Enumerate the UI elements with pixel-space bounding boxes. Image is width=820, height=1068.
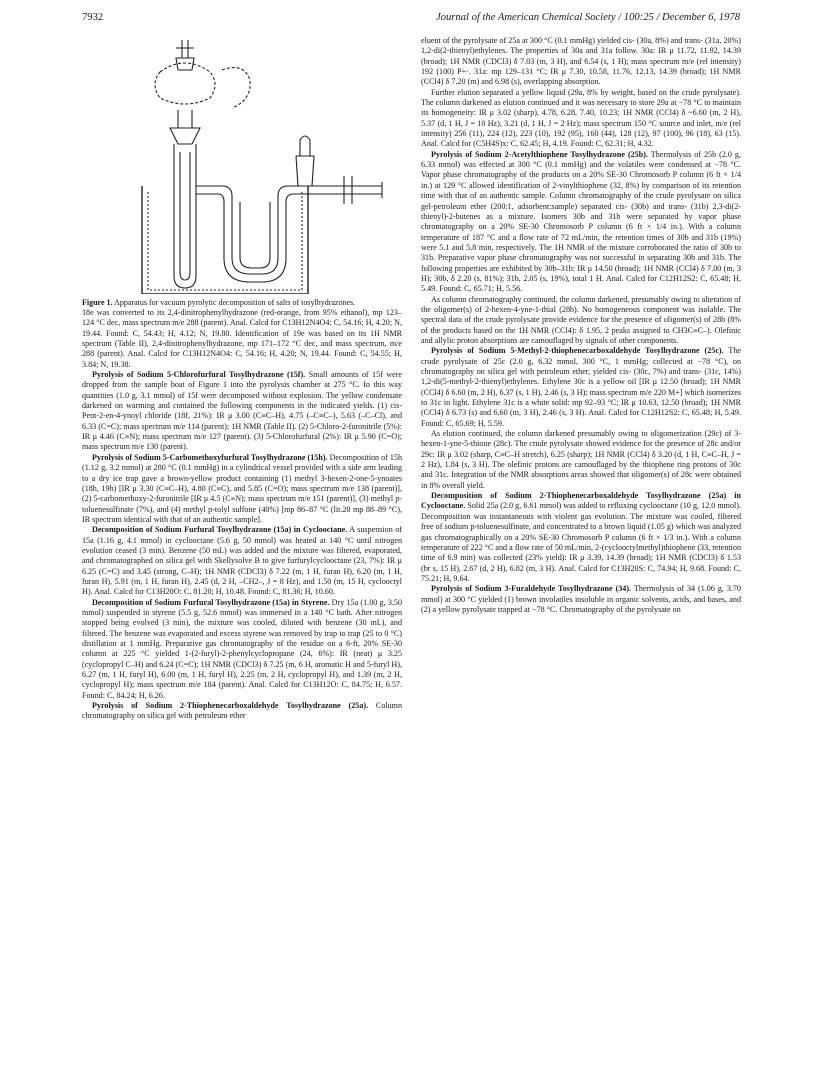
section-heading: Decomposition of Sodium Furfural Tosylhydrazone (15a) in Cyclooctane. bbox=[92, 525, 348, 535]
journal-citation: Journal of the American Chemical Society / 100:25 / December 6, 1978 bbox=[435, 12, 740, 23]
paragraph-text: As column chromatography continued, the column darkened, presumably owing to alteration of the oligomer(s) of 2-hexen-4-yne-1-thial (28b). No homogeneous component was isolable. The spectral data of the crude pyrolysate provide evidence for the presence of oligomer(s) of 28b (8% of the products based on the 1H NMR (CCl4): δ 1.95, 2 peaks assigned to CH3C≡C–). Olefinic and allylic proton absorptions are camouflaged by signals of other components. bbox=[421, 294, 741, 345]
page-header bbox=[82, 12, 740, 26]
figure-label: Figure 1. bbox=[82, 298, 113, 307]
section-heading: Pyrolysis of Sodium 3-Furaldehyde Tosylhydrazone (34). bbox=[431, 584, 632, 594]
paragraph-text: As elution continued, the column darkened presumably owing to oligomerization (29c) of 3-hexen-1-yne-5-thione (28c). The crude pyrolysate showed evidence for the presence of 28c and/or 29c: IR μ 3.02 (sharp, C≡C–H stretch), 6.25 (sharp); 1H NMR (CCl4) δ 3.20 (d, 1 H, C≡C–H, J = 2 Hz), 1.84 (s, 3 H). The olefinic protons are camouflaged by the thiophene ring protons of 30c and 31c. Integration of the NMR absorptions areas showed that oligomer(s) of 28c were obtained in 8% overall yield. bbox=[421, 429, 741, 490]
paragraph bbox=[421, 150, 741, 295]
paragraph-text: Dry 15a (1.00 g, 3.50 mmol) suspended in styrene (5.5 g, 52.6 mmol) was immersed in a 140 °C bath. After nitrogen stopped being evolved (3 min), the mixture was cooled, diluted with benzene (30 mL), and filtered. The benzene was evaporated and excess styrene was removed by trap to trap (25 to 0 °C) distillation at 1 mmHg. Preparative gas chromatography of the residue on a 6-ft, 20% SE-30 column at 225 °C yielded 1-(2-furyl)-2-phenylcyclopropane (24, 6%): IR (neat) μ 3.25 (cyclopropyl C–H) and 6.24 (C=C); 1H NMR (CDCl3) δ 7.25 (m, 6 H, aromatic H and 5-furyl H), 6.27 (m, 1 H, furyl H), 6.00 (m, 1 H, furyl H), 2.25 (m, 2 H, cyclopropyl H), and 1.39 (m, 2 H, cyclopropyl H); mass spectrum m/e 184 (parent). Anal. Calcd for C13H12O: C, 84.75; H, 6.57. Found: C, 84.24; H, 6.26. bbox=[82, 597, 402, 700]
paragraph-text: Solid 25a (2.0 g, 6.61 mmol) was added to refluxing cyclooctane (10 g, 12.0 mmol). Decomposition was instantaneous with violent gas evolution. The mixture was cooled, filtered free of sodium p-toluenesulfinate, and concentrated to a brown liquid (1.05 g) which was analyzed gas chromatographically on a 20% SE-30 Chromosorb P column (6 ft × 1/3 in.). With a column temperature of 222 °C and a flow rate of 50 mL/min, 2-(cyclooctylmethyl)thiophene (33, retention time of 6.9 min) was collected (23% yield): IR μ 3.39, 14.39 (broad); 1H NMR (CDCl3) δ 1.53 (br s, 15 H), 2.67 (d, 2 H), 6.82 (m, 3 H). Anal. Calcd for C13H20S: C, 74.94; H, 9.68. Found: C, 75.21; H, 9.64. bbox=[421, 501, 741, 583]
paragraph bbox=[82, 598, 402, 701]
section-heading: Pyrolysis of Sodium 5-Carbomethoxyfurfural Tosylhydrazone (15h). bbox=[92, 452, 328, 462]
paragraph bbox=[421, 88, 741, 150]
paragraph-text: Thermolysis of 25b (2.0 g, 6.33 mmol) was effected at 300 °C (0.1 mmHg) and the volatiles were condensed at −78 °C. Vapor phase chromatography of the products on a 20% SE-30 Chromosorb P column (6 ft × 1/4 in.) at 129 °C allowed identification of 2-vinylthiophene (32, 8%) by comparison of its retention time with that of an authentic sample. Column chromatography of the crude pyrolysate on silica gel-petroleum ether (200:1, adsorbent:sample) separated cis- (30b) and trans- (31b) 2,3-di(2-thienyl)-2-butenes as a mixture. Isomers 30b and 31b were separated by vapor phase chromatography on a 20% SE-30 Chromosorb P column (6 ft × 1/4 in.). With a column temperature of 187 °C and a flow rate of 72 mL/min, the retention times of 30b and 31b (19%) were 5.1 and 5.8 min, respectively. The 1H NMR of the mixture corroborated the ratio of 30b to 31b. Preparative vapor phase chromatography was not successful in separating 30b and 31b. The following properties are exhibited by 30b–31b: IR μ 14.50 (broad); 1H NMR (CCl4) δ 7.00 (m, 3 H); 30b, δ 2.20 (s, 81%); 31b, 2.05 (s, 19%), total 1 H. Anal. Calcd for C12H12S2: C, 65.48; H, 5.49. Found: C, 65.71; H, 5.56. bbox=[421, 149, 741, 294]
paragraph bbox=[421, 36, 741, 88]
paragraph-text: Small amounts of 15f were dropped from the sample boat of Figure 1 into the pyrolysis chamber at 275 °C. In this way quantities (1.0 g, 3.1 mmol) of 15f were decomposed without explosion. The yellow condensate darkened on warming and contained the following components in the indicated yields. (1) cis-Pent-2-en-4-ynoyl chloride (18f, 21%): IR μ 3.00 (C≡C–H), 4.75 (–C≡C–), 5.63 (–C–Cl), and 6.33 (C=C); mass spectrum m/e 114 (parent); 1H NMR (Table II). (2) 5-Chloro-2-furonitrile (5%): IR μ 4.46 (C≡N); mass spectrum m/e 127 (parent). (3) 5-Chlorofurfural (2%): IR μ 5.90 (C=O); mass spectrum m/e 130 (parent). bbox=[82, 370, 403, 452]
paragraph-text: Column chromatography on silica gel with petroleum ether bbox=[82, 701, 402, 721]
section-heading: Decomposition of Sodium Furfural Tosylhydrazone (15a) in Styrene. bbox=[92, 597, 330, 607]
paragraph bbox=[421, 295, 741, 347]
left-column bbox=[82, 36, 402, 722]
left-paragraphs bbox=[82, 308, 402, 722]
paragraph bbox=[421, 491, 741, 584]
paragraph-text: Decomposition of 15h (1.12 g, 3.2 mmol) at 280 °C (0.1 mmHg) in a cylindrical vessel provided with a side arm leading to a dry ice trap gave a brown-yellow product containing (1) methyl 3-hexen-2-one-5-ynoates (18h, 19h) [IR μ 3.30 (C≡C–H), 4.80 (C≡C), and 5.85 (C=O); mass spectrum m/e 138 (parent)], (2) 5-carbomethoxy-2-furonitrile [IR μ 4.5 (C≡N); mass spectrum m/e 151 (parent)], (3) methyl p-toluenesulfinate (7%), and (4) methyl p-tolyl sulfone (40%) [mp 86–87 °C (lit.20 mp 88–89 °C), IR spectrum identical with that of an authentic sample]. bbox=[82, 452, 402, 524]
paragraph-text: 18e was converted to its 2,4-dinitrophenylhydrazone (red-orange, from 95% ethanol), mp 123–124 °C dec, mass spectrum m/e 288 (parent). Anal. Calcd for C13H12N4O4: C, 54.16; H, 4.20; N, 19.44. Found: C, 54.43; H, 4.12; N, 19.80. Identification of 19e was based on its 1H NMR spectrum (Table II), 2,4-dinitrophenylhydrazone, mp 171–172 °C dec, and mass spectrum, m/e 288 (parent). Anal. Calcd for C13H12N4O4: C, 54.16; H, 4.20; N, 19.44. Found: C, 54.55; H, 3.84; N, 19.38. bbox=[82, 308, 402, 369]
paragraph-text: Further elution separated a yellow liquid (29a, 8% by weight, based on the crude pyrolysate). The column darkened as elution continued and it was necessary to store 29a at −78 °C to maintain its homogeneity: IR μ 3.02 (sharp), 4.78, 6.28, 7.40, 10.23; 1H NMR (CCl4) δ ~6.60 (m, 2 H), 5.37 (d, 1 H, J = 10 Hz), 3.21 (d, 1 H, J = 2 Hz); mass spectrum 150 °C source and inlet, m/e (rel intensity) 256 (11), 224 (12), 223 (10), 192 (95), 160 (44), 128 (12), 97 (100), 96 (18), 63 (15). Anal. Calcd for (C5H4S)x: C, 62.45; H, 4.19. Found: C, 62.31; H, 4.32. bbox=[421, 87, 741, 149]
paragraph bbox=[421, 429, 741, 491]
right-paragraphs bbox=[421, 36, 741, 615]
paragraph bbox=[82, 308, 402, 370]
section-heading: Pyrolysis of Sodium 2-Thiophenecarboxaldehyde Tosylhydrazone (25a). bbox=[92, 701, 369, 711]
paragraph bbox=[421, 584, 741, 615]
figure-caption bbox=[82, 298, 402, 308]
paragraph bbox=[82, 525, 402, 597]
apparatus-figure bbox=[82, 36, 402, 294]
paragraph bbox=[421, 346, 741, 429]
right-column bbox=[421, 36, 741, 615]
section-heading: Pyrolysis of Sodium 5-Methyl-2-thiophenecarboxaldehyde Tosylhydrazone (25c). bbox=[431, 346, 724, 356]
section-heading: Pyrolysis of Sodium 2-Acetylthiophene Tosylhydrazone (25b). bbox=[431, 149, 648, 159]
paragraph-text: The crude pyrolysate of 25c (2.0 g, 6.32 mmol, 300 °C, 1 mmHg; collected at −78 °C), on chromatography on silica gel with petroleum ether, yielded cis- (30c, 7%) and trans- (31c, 14%) 1,2-di(5-methyl-2-thienyl)ethylenes. Ethylene 30c is a yellow oil [IR μ 12.50 (broad); 1H NMR (CCl4) δ 6.60 (m, 2 H), 6.37 (s, 1 H), 2.46 (s, 3 H); mass spectrum m/e 220 M+] which isomerizes to 31c in light. Ethylene 31c is a white solid: mp 92–93 °C; IR μ 10.63, 12.50 (broad); 1H NMR (CCl4) δ 6.73 (s) and 6.60 (m, 3 H), 2.46 (s, 3 H). Anal. Calcd for C12H12S2: C, 65.48; H, 5.49. Found: C, 65.69; H, 5.59. bbox=[421, 346, 741, 428]
page-number: 7932 bbox=[82, 12, 104, 23]
paragraph bbox=[82, 701, 402, 722]
figure-caption-text: Apparatus for vacuum pyrolytic decomposition of salts of tosylhydrazones. bbox=[112, 298, 356, 307]
paragraph bbox=[82, 370, 402, 453]
section-heading: Decomposition of Sodium 2-Thiophenecarboxaldehyde Tosylhydrazone (25a) in Cyclooctane. bbox=[421, 491, 741, 511]
paragraph bbox=[82, 453, 402, 525]
paragraph-text: A suspension of 15a (1.16 g, 4.1 mmol) in cyclooctane (5.6 g, 50 mmol) was heated at 140 °C until nitrogen evolution ceased (3 min). Benzene (50 mL) was added and the mixture was filtered, evaporated, and chromatographed on silica gel with Skellysolve B to give furfurylcyclooctane (23, 7%): IR μ 6.25 (C=C) and 3.45 (strong, C–H); 1H NMR (CDCl3) δ 7.22 (m, 1 H, furan H), 6.20 (m, 1 H, furan H), 5.91 (m, 1 H, furan H), 2.45 (d, 2 H, –CH2–, J = 8 Hz), and 1.50 (m, 15 H, cyclooctyl H). Anal. Calcd for C13H20O: C, 81.20; H, 10.48. Found: C, 81.36; H, 10.60. bbox=[82, 525, 402, 597]
pyrolysis-apparatus-drawing bbox=[82, 36, 402, 294]
paragraph-text: Thermolysis of 34 (1.06 g, 3.70 mmol) at 300 °C yielded (1) brown involatiles insoluble in organic solvents, acids, and bases, and (2) a yellow pyrolysate trapped at −78 °C. Chromatography of the pyrolysate on bbox=[421, 584, 741, 614]
paragraph-text: eluent of the pyrolysate of 25a at 300 °C (0.1 mmHg) yielded cis- (30a, 8%) and trans- (31a, 20%) 1,2-di(2-thienyl)ethylenes. The properties of 30a and 31a follow. 30a: IR μ 11.72, 11.92, 14.39 (broad); 1H NMR (CDCl3) δ 7.03 (m, 3 H), and 6.54 (s, 1 H); mass spectrum m/e (rel intensity) 192 (100) P+·. 31a: mp 129–131 °C; IR μ 7.30, 10.58, 11.76, 12.13, 14.39 (broad); 1H NMR (CCl4) δ 7.20 (m) and 6.98 (s), overlapping absorption. bbox=[421, 36, 741, 87]
section-heading: Pyrolysis of Sodium 5-Chlorofurfural Tosylhydrazone (15f). bbox=[92, 370, 306, 380]
